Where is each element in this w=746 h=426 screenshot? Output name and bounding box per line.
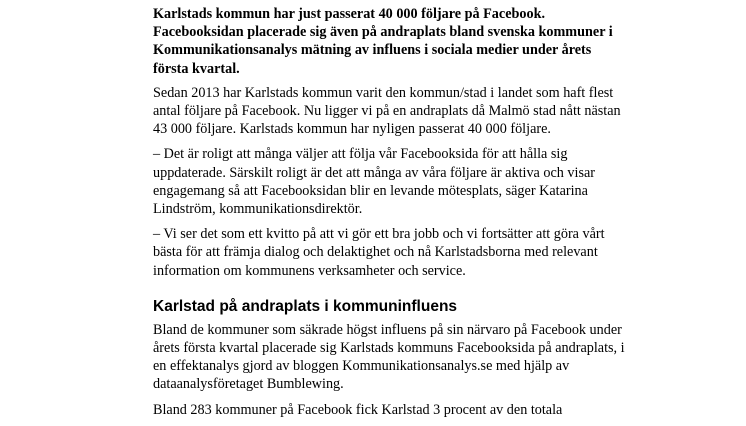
lead-paragraph: Karlstads kommun har just passerat 40 000 följare på Facebook. Facebooksidan placerade sig även på andraplats bland svenska kommuner i Kommunikationsanalys mätning av influens i sociala medier under årets första kvartal. bbox=[153, 6, 613, 77]
document-page bbox=[153, 5, 628, 426]
quote-paragraph-2: – Vi ser det som ett kvitto på att vi gör ett bra jobb och vi fortsätter att göra vårt bästa för att främja dialog och delaktighet och nå Karlstadsborna med relevant information om kommunens verksamheter och service. bbox=[153, 226, 605, 279]
section-paragraph-1: Bland de kommuner som säkrade högst influens på sin närvaro på Facebook under årets första kvartal placerade sig Karlstads kommuns Facebooksida på andraplats, i en effektanalys gjord av bloggen Kommunikationsanalys.se med hjälp av dataanalysföretaget Bumblewing. bbox=[153, 321, 625, 393]
section-paragraph-2: Bland 283 kommuner på Facebook fick Karlstad 3 procent av den totala bbox=[153, 401, 563, 418]
body-paragraph-1: Sedan 2013 har Karlstads kommun varit den kommun/stad i landet som haft flest antal följare på Facebook. Nu ligger vi på en andraplats då Malmö stad nått nästan 43 000 följare. Karlstads kommun har nyligen passerat 40 000 följare. bbox=[153, 84, 621, 138]
quote-paragraph-1: – Det är roligt att många väljer att följa vår Facebooksida för att hålla sig uppdaterade. Särskilt roligt är det att många av våra följare är aktiva och visar engagemang så att Facebooksidan blir en levande mötesplats, säger Katarina Lindström, kommunikationsdirektör. bbox=[153, 146, 595, 218]
section-heading: Karlstad på andraplats i kommuninfluens bbox=[153, 297, 458, 315]
